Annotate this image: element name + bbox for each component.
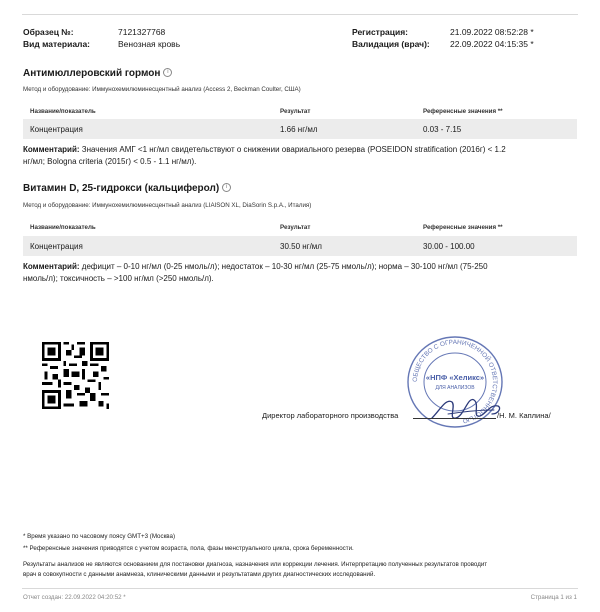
director-label: Директор лабораторного производства — [262, 411, 399, 420]
test-method: Метод и оборудование: Иммунохемилюминесцентный анализ (Access 2, Beckman Coulter, США) — [23, 86, 301, 93]
disclaimer — [23, 560, 578, 580]
info-icon[interactable]: i — [163, 68, 172, 77]
column-header-result: Результат — [280, 108, 311, 115]
page-number: Страница 1 из 1 — [530, 594, 577, 601]
test-comment — [23, 144, 579, 168]
disclaimer-line-1: Результаты анализов не являются основанием для постановки диагноза, назначения или коррекции лечения. Интерпретацию полученных результатов проводит — [23, 561, 488, 568]
stamp-center-text: «НПФ «Хеликс» — [425, 373, 485, 382]
row-name: Концентрация — [30, 125, 83, 134]
report-created: Отчет создан: 22.09.2022 04:20:52 * — [23, 594, 126, 601]
reference-note: ** Референсные значения приводятся с учетом возраста, пола, фазы менструального цикла, срока беременности. — [23, 545, 354, 552]
sample-number-label: Образец №: — [23, 27, 74, 37]
comment-line-2: нмоль/л); токсичность – >100 нг/мл (>250 нмоль/л). — [23, 274, 214, 283]
test-method: Метод и оборудование: Иммунохемилюминесцентный анализ (LIAISON XL, DiaSorin S.p.A., Италия) — [23, 202, 312, 209]
row-result: 1.66 нг/мл — [280, 125, 318, 134]
top-divider — [22, 14, 578, 15]
comment-label: Комментарий: — [23, 145, 80, 154]
table-row — [23, 236, 577, 256]
validation-label: Валидация (врач): — [352, 39, 430, 49]
material-label: Вид материала: — [23, 39, 91, 49]
column-header-name: Название/показатель — [30, 224, 96, 231]
bottom-divider — [22, 588, 578, 589]
row-name: Концентрация — [30, 242, 83, 251]
material-value: Венозная кровь — [118, 39, 181, 49]
row-reference: 30.00 - 100.00 — [423, 242, 475, 251]
validation-value: 22.09.2022 04:15:35 * — [450, 39, 534, 49]
test-title-amh — [23, 68, 172, 79]
test-comment — [23, 261, 579, 285]
qr-code-icon — [42, 342, 109, 409]
stamp-ring-text: ОБЩЕСТВО С ОГРАНИЧЕННОЙ ОТВЕТСТВЕННОСТЬЮ — [411, 338, 499, 425]
row-result: 30.50 нг/мл — [280, 242, 322, 251]
column-header-reference: Референсные значения ** — [423, 224, 503, 231]
comment-line-1: дефицит – 0-10 нг/мл (0-25 нмоль/л); недостаток – 10-30 нг/мл (25-75 нмоль/л); норма – 30-100 нг/мл (75-250 — [81, 262, 488, 271]
test-title-vitamin-d — [23, 183, 231, 194]
column-header-reference: Референсные значения ** — [423, 108, 503, 115]
registration-label: Регистрация: — [352, 27, 409, 37]
comment-label: Комментарий: — [23, 262, 80, 271]
registration-value: 21.09.2022 08:52:28 * — [450, 27, 534, 37]
signature-icon — [428, 388, 508, 428]
time-note: * Время указано по часовому поясу GMT+3 (Москва) — [23, 533, 176, 540]
comment-line-2: нг/мл; Bologna criteria (2015г) < 0.5 - 1.1 нг/мл). — [23, 157, 197, 166]
test-title-text: Витамин D, 25-гидрокси (кальциферол) — [23, 183, 220, 194]
row-reference: 0.03 - 7.15 — [423, 125, 462, 134]
disclaimer-line-2: врач в совокупности с данными анамнеза, клиническими данными и результатами других диагностических исследований. — [23, 571, 376, 578]
test-title-text: Антимюллеровский гормон — [23, 68, 161, 79]
column-header-result: Результат — [280, 224, 311, 231]
signature-line — [413, 418, 496, 419]
column-header-name: Название/показатель — [30, 108, 96, 115]
director-name: /Н. М. Каплина/ — [497, 411, 551, 420]
info-icon[interactable]: i — [222, 183, 231, 192]
comment-line-1: Значения АМГ <1 нг/мл свидетельствуют о снижении овариального резерва (POSEIDON stratification (2016г) < 1.2 — [81, 145, 506, 154]
stamp-sub-text: ДЛЯ АНАЛИЗОВ — [435, 385, 475, 391]
table-row — [23, 119, 577, 139]
sample-number-value: 7121327768 — [118, 27, 166, 37]
